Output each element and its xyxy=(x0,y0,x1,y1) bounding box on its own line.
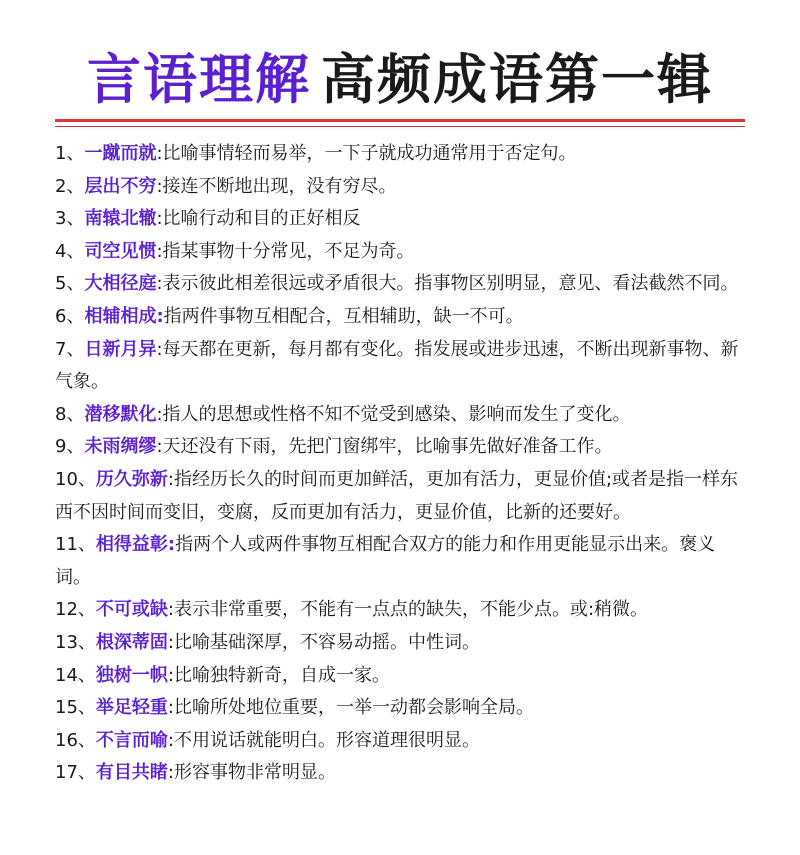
item-number: 17、 xyxy=(55,762,96,784)
idiom-definition: :指经历长久的时间而更加鲜活，更加有活力，更显价值;或者是指一样东西不因时间而变旧，变腐，反而更加有活力，更显价值，比新的还要好。 xyxy=(55,468,739,523)
idiom-definition: :接连不断地出现，没有穷尽。 xyxy=(156,175,397,197)
item-number: 14、 xyxy=(55,664,96,686)
idiom-definition: :比喻独特新奇，自成一家。 xyxy=(167,664,390,686)
item-number: 13、 xyxy=(55,631,96,653)
item-number: 2、 xyxy=(55,175,85,197)
idiom-definition: :不用说话就能明白。形容道理很明显。 xyxy=(167,729,480,751)
idiom-definition: :比喻基础深厚，不容易动摇。中性词。 xyxy=(167,631,480,653)
idiom-term: 日新月异 xyxy=(84,338,157,360)
item-number: 16、 xyxy=(55,729,96,751)
idiom-term: 不可或缺 xyxy=(95,599,168,621)
item-number: 3、 xyxy=(55,208,85,230)
idiom-definition: 指两件事物互相配合，互相辅助，缺一不可。 xyxy=(163,305,524,327)
item-number: 8、 xyxy=(55,403,85,425)
idiom-term: 未雨绸缪 xyxy=(84,436,157,458)
idiom-definition: :指某事物十分常见，不足为奇。 xyxy=(156,240,415,262)
list-item xyxy=(55,171,750,204)
idiom-definition: :形容事物非常明显。 xyxy=(167,762,336,784)
list-item xyxy=(55,399,750,432)
list-item xyxy=(55,464,750,529)
list-item xyxy=(55,301,750,334)
list-item xyxy=(55,594,750,627)
list-item xyxy=(55,627,750,660)
idiom-term: 不言而喻 xyxy=(95,729,168,751)
list-item xyxy=(55,431,750,464)
page-title xyxy=(0,44,800,116)
item-number: 11、 xyxy=(55,534,96,556)
idiom-list xyxy=(55,138,750,790)
idiom-term: 大相径庭 xyxy=(84,273,157,295)
idiom-term: 相得益彰: xyxy=(95,534,176,556)
title-accent: 言语理解 xyxy=(87,48,311,111)
list-item xyxy=(55,268,750,301)
list-item xyxy=(55,757,750,790)
idiom-definition: :指人的思想或性格不知不觉受到感染、影响而发生了变化。 xyxy=(156,403,631,425)
idiom-definition: :表示非常重要，不能有一点点的缺失，不能少点。或:稍微。 xyxy=(167,599,649,621)
list-item xyxy=(55,529,750,594)
idiom-term: 潜移默化 xyxy=(84,403,157,425)
item-number: 9、 xyxy=(55,436,85,458)
list-item xyxy=(55,660,750,693)
idiom-term: 历久弥新 xyxy=(95,468,168,490)
list-item xyxy=(55,236,750,269)
idiom-definition: :比喻所处地位重要，一举一动都会影响全局。 xyxy=(167,697,534,719)
idiom-term: 独树一帜 xyxy=(95,664,168,686)
idiom-term: 根深蒂固 xyxy=(95,631,168,653)
idiom-definition: :表示彼此相差很远或矛盾很大。指事物区别明显，意见、看法截然不同。 xyxy=(156,273,739,295)
item-number: 1、 xyxy=(55,143,85,164)
item-number: 6、 xyxy=(55,305,85,327)
item-number: 15、 xyxy=(55,697,96,719)
list-item xyxy=(55,138,750,171)
idiom-term: 南辕北辙 xyxy=(84,208,157,230)
title-divider-thin xyxy=(55,126,745,127)
title-divider-thick xyxy=(55,119,745,122)
item-number: 12、 xyxy=(55,599,96,621)
list-item xyxy=(55,692,750,725)
idiom-term: 举足轻重 xyxy=(95,697,168,719)
idiom-definition: :每天都在更新，每月都有变化。指发展或进步迅速，不断出现新事物、新气象。 xyxy=(55,338,739,393)
idiom-term: 有目共睹 xyxy=(95,762,168,784)
list-item xyxy=(55,725,750,758)
idiom-term: 相辅相成: xyxy=(84,305,164,327)
item-number: 5、 xyxy=(55,273,85,295)
idiom-term: 司空见惯 xyxy=(84,240,157,262)
list-item xyxy=(55,203,750,236)
item-number: 7、 xyxy=(55,338,85,360)
item-number: 10、 xyxy=(55,468,96,490)
idiom-definition: :比喻事情轻而易举，一下子就成功通常用于否定句。 xyxy=(156,143,577,164)
item-number: 4、 xyxy=(55,240,85,262)
title-main: 高频成语第一辑 xyxy=(321,48,713,111)
idiom-definition: :比喻行动和目的正好相反 xyxy=(156,208,361,230)
idiom-term: 一蹴而就 xyxy=(84,143,157,164)
idiom-definition: :天还没有下雨，先把门窗绑牢，比喻事先做好准备工作。 xyxy=(156,436,613,458)
idiom-term: 层出不穷 xyxy=(84,175,157,197)
idiom-definition: 指两个人或两件事物互相配合双方的能力和作用更能显示出来。褒义词。 xyxy=(55,534,716,588)
list-item xyxy=(55,334,750,399)
